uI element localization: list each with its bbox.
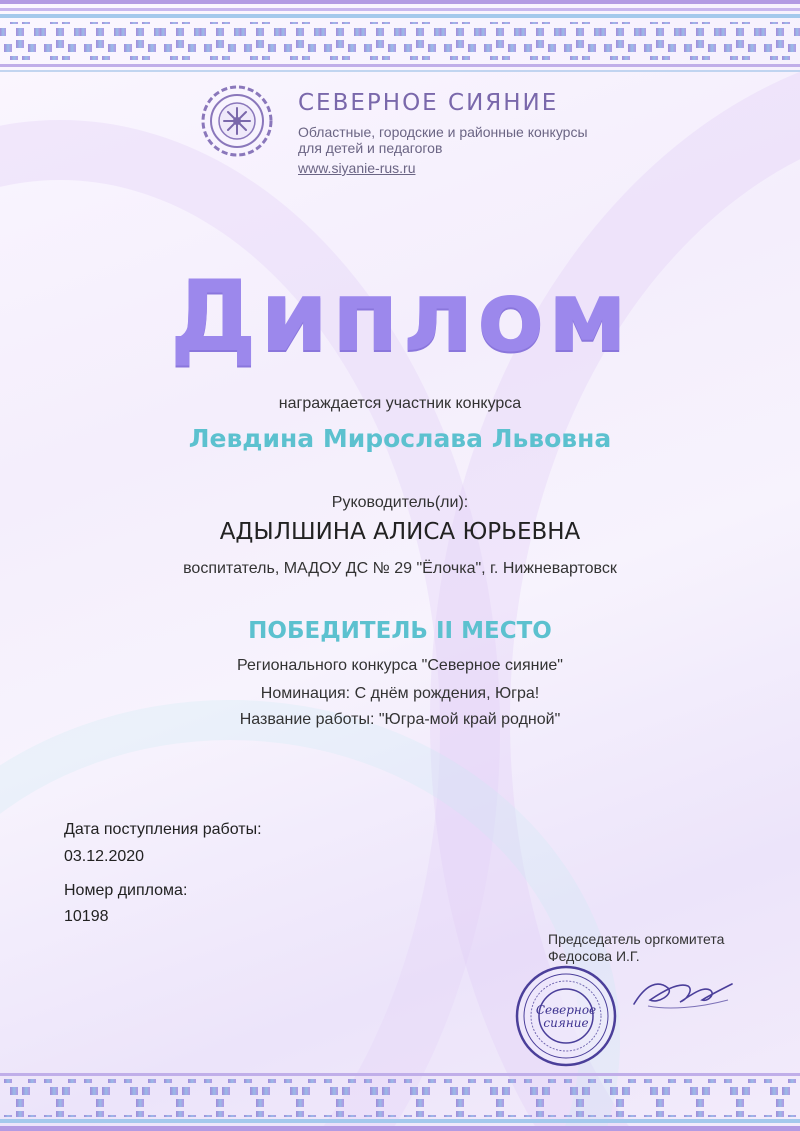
awarded-text: награждается участник конкурса <box>278 395 522 412</box>
leader-position: воспитатель, МАДОУ ДС № 29 "Ёлочка", г. Нижневартовск <box>183 560 617 577</box>
leader-name: АДЫЛШИНА АЛИСА ЮРЬЕВНА <box>219 519 581 545</box>
website-link[interactable]: www.siyanie-rus.ru <box>298 160 416 176</box>
result-place: ПОБЕДИТЕЛЬ II МЕСТО <box>248 618 552 644</box>
chair-name: Федосова И.Г. <box>548 948 640 964</box>
stamp-text: Северное <box>535 1003 597 1017</box>
stamp-seal <box>514 964 618 1068</box>
chair-label: Председатель оргкомитета <box>548 931 725 947</box>
top-ornament-border <box>0 0 800 90</box>
work-title: Название работы: "Югра-мой край родной" <box>239 711 561 728</box>
contest-name: Регионального конкурса "Северное сияние" <box>237 657 563 674</box>
logo-emblem-icon <box>200 84 274 158</box>
number-label: Номер диплома: <box>64 882 188 899</box>
brand-title: СЕВЕРНОЕ СИЯНИЕ <box>298 90 559 116</box>
brand-subtitle <box>298 124 588 156</box>
date-label: Дата поступления работы: <box>64 821 262 838</box>
number-value: 10198 <box>64 908 109 925</box>
leader-label: Руководитель(ли): <box>331 494 469 511</box>
bottom-ornament-border <box>0 1071 800 1131</box>
participant-name: Левдина Мирослава Львовна <box>188 424 612 453</box>
brand-subtitle-line: Областные, городские и районные конкурсы <box>298 124 588 140</box>
date-value: 03.12.2020 <box>64 848 145 865</box>
stamp-text: сияние <box>543 1016 589 1030</box>
signature-mark <box>628 970 738 1020</box>
nomination: Номинация: С днём рождения, Югра! <box>260 685 540 702</box>
diploma-title: Диплом <box>169 260 631 374</box>
brand-subtitle-line: для детей и педагогов <box>298 140 443 156</box>
